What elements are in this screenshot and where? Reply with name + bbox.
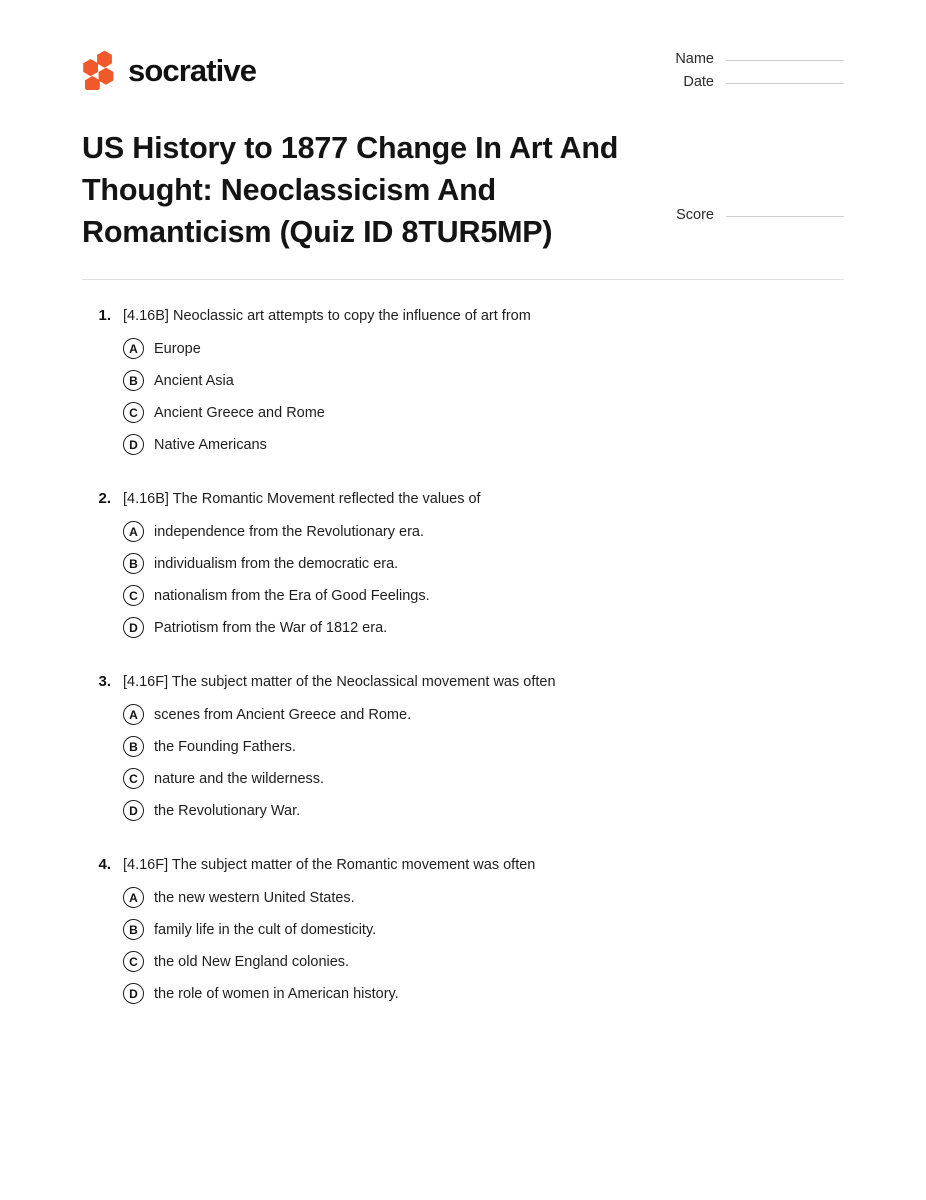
score-field-rule[interactable] (726, 216, 844, 217)
choice-option[interactable] (82, 919, 844, 940)
page-title: US History to 1877 Change In Art And Thought: Neoclassicism And Romanticism (Quiz ID 8TUR5MP) (82, 131, 619, 249)
question-text: [4.16B] Neoclassic art attempts to copy the influence of art from (123, 308, 531, 324)
choice-bubble-d[interactable]: D (123, 434, 144, 455)
choice-option[interactable] (82, 951, 844, 972)
choice-option[interactable] (82, 553, 844, 574)
choice-bubble-a[interactable]: A (123, 521, 144, 542)
choice-option[interactable] (82, 585, 844, 606)
choice-bubble-d[interactable]: D (123, 800, 144, 821)
choice-text: the Founding Fathers. (154, 738, 296, 755)
choice-option[interactable] (82, 434, 844, 455)
choice-text: Ancient Asia (154, 372, 234, 389)
choice-text: Native Americans (154, 436, 267, 453)
choice-bubble-c[interactable]: C (123, 768, 144, 789)
choice-text: Ancient Greece and Rome (154, 404, 325, 421)
choice-text: individualism from the democratic era. (154, 555, 399, 572)
choice-option[interactable] (82, 617, 844, 638)
choice-text: nature and the wilderness. (154, 770, 325, 787)
title-block (0, 98, 926, 253)
socrative-wordmark: socrative (128, 52, 257, 88)
choice-option[interactable] (82, 338, 844, 359)
choice-option[interactable] (82, 402, 844, 423)
question-number: 1. (98, 307, 111, 324)
choice-option[interactable] (82, 370, 844, 391)
date-field-label: Date (683, 74, 714, 90)
choice-text: the new western United States. (154, 889, 355, 906)
choice-text: family life in the cult of domesticity. (154, 921, 377, 938)
choice-text: scenes from Ancient Greece and Rome. (154, 706, 412, 723)
choice-option[interactable] (82, 800, 844, 821)
question-header (82, 672, 844, 692)
choice-bubble-a[interactable]: A (123, 338, 144, 359)
choice-option[interactable] (82, 521, 844, 542)
name-field-rule[interactable] (726, 60, 844, 61)
page-header (0, 0, 926, 98)
question-text: [4.16B] The Romantic Movement reflected the values of (123, 491, 481, 507)
date-field-row (662, 75, 844, 98)
choice-text: Europe (154, 340, 201, 357)
choice-bubble-b[interactable]: B (123, 919, 144, 940)
choice-option[interactable] (82, 736, 844, 757)
hexagon-cluster-icon (82, 50, 116, 90)
score-field-row (662, 208, 844, 223)
choice-bubble-a[interactable]: A (123, 887, 144, 908)
question-number: 4. (98, 856, 111, 873)
question-header (82, 855, 844, 875)
question-item (82, 855, 844, 1004)
question-number: 2. (98, 490, 111, 507)
choice-text: the Revolutionary War. (154, 802, 301, 819)
choice-bubble-d[interactable]: D (123, 617, 144, 638)
choice-bubble-b[interactable]: B (123, 553, 144, 574)
question-text: [4.16F] The subject matter of the Romantic movement was often (123, 857, 536, 873)
question-item (82, 672, 844, 821)
choice-text: the role of women in American history. (154, 985, 399, 1002)
choice-option[interactable] (82, 704, 844, 725)
choice-option[interactable] (82, 768, 844, 789)
question-header (82, 306, 844, 326)
choice-bubble-c[interactable]: C (123, 402, 144, 423)
choice-bubble-d[interactable]: D (123, 983, 144, 1004)
student-fields (662, 52, 844, 98)
choice-bubble-b[interactable]: B (123, 370, 144, 391)
question-number: 3. (98, 673, 111, 690)
name-field-label: Name (675, 51, 714, 67)
score-field-label: Score (676, 207, 714, 223)
question-item (82, 306, 844, 455)
choice-option[interactable] (82, 983, 844, 1004)
choice-text: independence from the Revolutionary era. (154, 523, 425, 540)
questions-list (0, 306, 926, 1004)
socrative-logo (82, 50, 256, 90)
question-text: [4.16F] The subject matter of the Neoclassical movement was often (123, 674, 556, 690)
question-header (82, 489, 844, 509)
choice-option[interactable] (82, 887, 844, 908)
choice-text: the old New England colonies. (154, 953, 350, 970)
date-field-rule[interactable] (726, 83, 844, 84)
choice-bubble-a[interactable]: A (123, 704, 144, 725)
choice-bubble-b[interactable]: B (123, 736, 144, 757)
header-divider (82, 279, 844, 280)
question-item (82, 489, 844, 638)
name-field-row (662, 52, 844, 75)
choice-text: nationalism from the Era of Good Feelings. (154, 587, 430, 604)
choice-bubble-c[interactable]: C (123, 585, 144, 606)
choice-text: Patriotism from the War of 1812 era. (154, 619, 388, 636)
choice-bubble-c[interactable]: C (123, 951, 144, 972)
